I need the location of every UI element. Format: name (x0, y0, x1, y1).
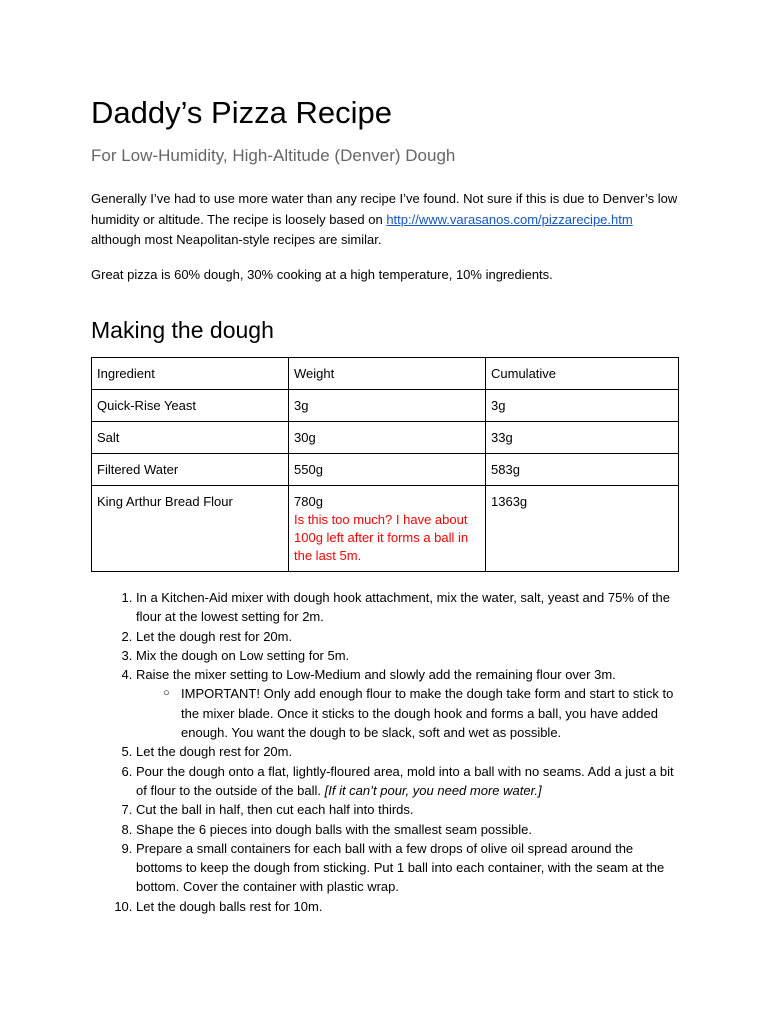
cell-cumulative: 1363g (486, 486, 679, 572)
ingredients-table (91, 357, 679, 572)
sub-list-item: ○ IMPORTANT! Only add enough flour to make the dough take form and start to stick to the mixer blade. Once it sticks to the dough hook and forms a ball, you have added enough. You want the dough to be slack, soft and wet as possible. (163, 684, 681, 742)
table-row (92, 486, 679, 572)
section-heading: Making the dough (91, 317, 274, 343)
cell-ingredient: King Arthur Bread Flour (92, 486, 289, 572)
weight-value: 780g (294, 494, 323, 509)
table-row (92, 454, 679, 486)
header-weight: Weight (289, 358, 486, 390)
cell-weight: 550g (289, 454, 486, 486)
header-cumulative: Cumulative (486, 358, 679, 390)
list-item: 7. Cut the ball in half, then cut each half into thirds. (136, 800, 681, 819)
table-row (92, 390, 679, 422)
step-text: Pour the dough onto a flat, lightly-floured area, mold into a ball with no seams. Add a just a bit of flour to the outside of the ball. (136, 763, 674, 798)
cell-cumulative: 3g (486, 390, 679, 422)
ratio-paragraph: Great pizza is 60% dough, 30% cooking at a high temperature, 10% ingredients. (91, 267, 553, 282)
cell-cumulative: 33g (486, 422, 679, 454)
cell-cumulative: 583g (486, 454, 679, 486)
list-item (136, 762, 681, 801)
intro-text: Generally I’ve had to use more water than any recipe I’ve found. Not sure if this is due to Denver’s low humidity or altitude. The recipe is loosely based on (91, 191, 678, 227)
recipe-source-link[interactable]: http://www.varasanos.com/pizzarecipe.htm (386, 211, 633, 227)
list-item: 10. Let the dough balls rest for 10m. (136, 897, 681, 916)
list-item: 2. Let the dough rest for 20m. (136, 627, 681, 646)
cell-weight: 3g (289, 390, 486, 422)
cell-weight (289, 486, 486, 572)
page-title: Daddy’s Pizza Recipe (91, 95, 392, 130)
step-italic-note: [If it can’t pour, you need more water.] (324, 782, 542, 798)
list-item: 1. In a Kitchen-Aid mixer with dough hook attachment, mix the water, salt, yeast and 75% of the flour at the lowest setting for 2m. (136, 588, 681, 627)
list-item: 9. Prepare a small containers for each ball with a few drops of olive oil spread around the bottoms to keep the dough from sticking. Put 1 ball into each container, with the seam at the bottom. Cover the container with plastic wrap. (136, 839, 681, 897)
step-text: Raise the mixer setting to Low-Medium and slowly add the remaining flour over 3m. (136, 667, 616, 683)
cell-ingredient: Salt (92, 422, 289, 454)
cell-ingredient: Quick-Rise Yeast (92, 390, 289, 422)
list-item: 8. Shape the 6 pieces into dough balls with the smallest seam possible. (136, 820, 681, 839)
table-row (92, 422, 679, 454)
cell-ingredient: Filtered Water (92, 454, 289, 486)
list-item (136, 665, 681, 742)
list-item: 5. Let the dough rest for 20m. (136, 742, 681, 761)
sub-list (136, 684, 681, 742)
flour-comment: Is this too much? I have about 100g left after it forms a ball in the last 5m. (294, 512, 469, 563)
list-item: 3. Mix the dough on Low setting for 5m. (136, 646, 681, 665)
page-subtitle: For Low-Humidity, High-Altitude (Denver) Dough (91, 146, 456, 165)
cell-weight: 30g (289, 422, 486, 454)
dough-steps-list (91, 588, 681, 916)
intro-text-end: although most Neapolitan-style recipes are similar. (91, 232, 382, 247)
intro-paragraph (91, 189, 681, 251)
table-header-row (92, 358, 679, 390)
header-ingredient: Ingredient (92, 358, 289, 390)
